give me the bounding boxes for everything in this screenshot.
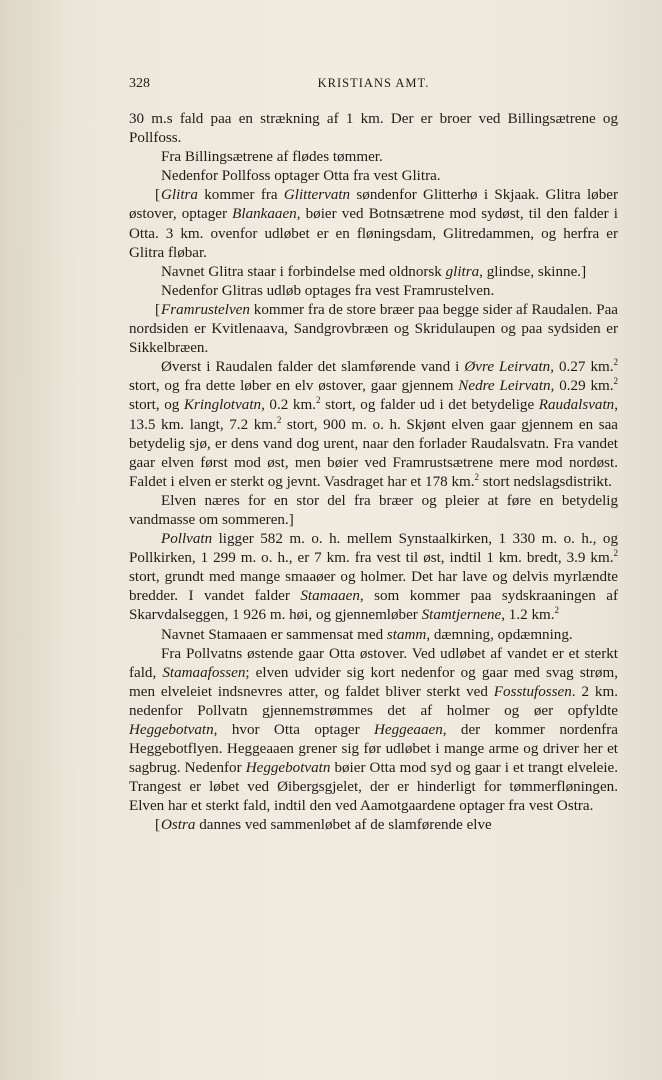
paragraph: Navnet Glitra staar i forbindelse med oldnorsk glitra, glindse, skinne. ] [129,263,618,282]
paragraph: Fra Billingsætrene af flødes tømmer. [161,149,383,166]
paragraph: Nedenfor Pollfoss optager Otta fra vest Glitra. [161,168,441,185]
paragraph: Navnet Stamaaen er sammensat med stamm, dæmning, opdæmning. [161,626,573,643]
paragraph: Nedenfor Glitras udløb optages fra vest Framrustelven. [161,282,495,299]
body-text [129,110,618,836]
paragraph: Elven næres for en stor del fra bræer og pleier at føre en betydelig vandmasse om sommeren. ] [129,492,618,530]
paragraph: [ Glitra kommer fra Glittervatn søndenfor Glitterhø i Skjaak. Glitra løber østover, optager Blankaaen, bøier ved Botnsætrene mod sydøst, til den falder i Otta. 3 km. ovenfor udløbet er en fløningsdam, Glitredammen, og herfra er Glitra fløbar. [129,186,618,262]
paragraph: Pollvatn ligger 582 m. o. h. mellem Synstaalkirken, 1 330 m. o. h., og Pollkirken, 1 299 m. o. h., er 7 km. fra vest til øst, indtil 1 km. bredt, 3.9 km.$^2$ stort, grundt med mange smaaøer og holmer. Det har lave og delvis myrlændte bredder. I vandet falder Stamaaen, som kommer paa sydskraaningen af Skarvdalseggen, 1 926 m. høi, og gjennemløber Stamtjernene, 1.2 km.$^2$ [129,531,618,624]
paragraph: Fra Pollvatns østende gaar Otta østover. Ved udløbet af vandet er et sterkt fald, Stamaafossen; elven udvider sig kort nedenfor og gaar med svag strøm, men elveleiet indsnevres atter, og faldet bliver sterkt ved Fosstufossen. 2 km. nedenfor Pollvatn gjennemstrømmes det af holmer og øer opfyldte Heggebotvatn, hvor Otta optager Heggeaaen, der kommer nordenfra Heggebotflyen. Heggeaaen grener sig før udløbet i mange arme og driver her et sagbrug. Nedenfor Heggebotvatn bøier Otta mod syd og gaar i et trangt elveleie. Trangest er løbet ved Øibergsgjelet, der er hinderligt for tømmerfløningen. Elven har et sterkt fald, indtil den ved Aamotgaardene optager fra vest Ostra. [129,645,619,815]
running-head: KRISTIANS AMT. [317,76,430,90]
paragraph: [ Framrustelven kommer fra de store bræer paa begge sider af Raudalen. Paa nordsiden er Kvitlenaava, Sandgrovbræen og Skridulaupen og paa sydsiden er Sikkelbræen. [129,301,618,358]
paragraph: Øverst i Raudalen falder det slamførende vand i Øvre Leirvatn, 0.27 km.$^2$ stort, og fra dette løber en elv østover, gaar gjennem Nedre Leirvatn, 0.29 km.$^2$ stort, og Kringlotvatn, 0.2 km.$^2$ stort, og falder ud i det betydelige Raudalsvatn, 13.5 km. langt, 7.2 km.$^2$ stort, 900 m. o. h. Skjønt elven gaar gjennem en saa betydelig sjø, er dens vand dog urent, naar den forlader Raudalsvatn. Fra vandet gaar elven først mod øst, men bøier ved Framrustsætrene mere mod nordøst. Faldet i elven er sterkt og jevnt. Vasdraget har et 178 km.$^2$ stort nedslagsdistrikt. [129,357,619,490]
paragraph: 30 m.s fald paa en strækning af 1 km. Der er broer ved Billingsætrene og Pollfoss. [129,111,618,147]
paragraph: [ Ostra dannes ved sammenløbet af de slamførende elve [129,816,618,835]
page-number: 328 [129,76,150,91]
page-header [129,76,618,94]
